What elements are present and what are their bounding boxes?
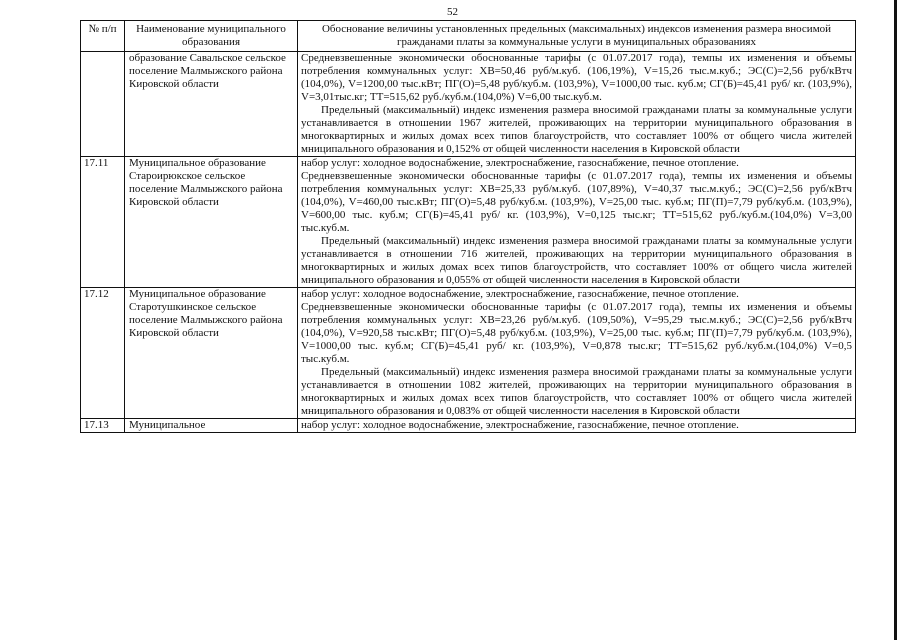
services-text: набор услуг: холодное водоснабжение, электроснабжение, газоснабжение, печное отопление. (301, 419, 739, 431)
basis-cell (298, 419, 856, 433)
municipality-name: Муниципальное (125, 419, 298, 433)
header-num: № п/п (81, 21, 125, 52)
tariffs-text: Средневзвешенные экономически обоснованные тарифы (с 01.07.2017 года), темпы их изменения и объемы потребления коммунальных услуг: ХВ=25,33 руб/м.куб. (107,89%), V=40,37 тыс.м.куб.; ЭС(С)=2,56 руб/кВтч (104,0%), V=460,00 тыс.кВт; ПГ(О)=5,48 руб/куб.м. (103,9%), V=25,00 тыс. куб.м; ПГ(П)=7,79 руб/куб.м. (103,9%), V=600,00 тыс. куб.м; СГ(Б)=45,41 руб/ кг. (103,9%), V=0,125 тыс.кг; ТТ=515,62 руб./куб.м.(104,0%) V=3,00 тыс.куб.м. (301, 170, 852, 234)
tariff-table (80, 20, 856, 433)
table-row (81, 157, 856, 288)
row-number: 17.13 (81, 419, 125, 433)
basis-cell (298, 288, 856, 419)
header-basis: Обоснование величины установленных предельных (максимальных) индексов изменения размера вносимой гражданами платы за коммунальные услуги в муниципальных образованиях (298, 21, 856, 52)
services-text: набор услуг: холодное водоснабжение, электроснабжение, газоснабжение, печное отопление. (301, 157, 739, 169)
services-text: набор услуг: холодное водоснабжение, электроснабжение, газоснабжение, печное отопление. (301, 288, 739, 300)
page-number: 52 (447, 6, 458, 18)
header-name: Наименование муниципального образования (125, 21, 298, 52)
table-header-row (81, 21, 856, 52)
row-number (81, 52, 125, 157)
municipality-name: Муниципальное образование Старотушкинское сельское поселение Малмыжского района Кировской области (125, 288, 298, 419)
row-number: 17.11 (81, 157, 125, 288)
index-text: Предельный (максимальный) индекс изменения размера вносимой гражданами платы за коммунальные услуги устанавливается в отношении 716 жителей, проживающих на территории муниципального образования в многоквартирных и жилых домах всех типов благоустройств, что составляет 100% от общего числа жителей мниципального образования и 0,055% от общей численности населения в Кировской области (301, 235, 852, 286)
table-row (81, 419, 856, 433)
municipality-name: Муниципальное образование Староирюкское сельское поселение Малмыжского района Кировской области (125, 157, 298, 288)
index-text: Предельный (максимальный) индекс изменения размера вносимой гражданами платы за коммунальные услуги устанавливается в отношении 1082 жителей, проживающих на территории муниципального образования в многоквартирных и жилых домах всех типов благоустройств, что составляет 100% от общего числа жителей мниципального образования и 0,083% от общей численности населения в Кировской области (301, 366, 852, 417)
tariffs-text: Средневзвешенные экономически обоснованные тарифы (с 01.07.2017 года), темпы их изменения и объемы потребления коммунальных услуг: ХВ=23,26 руб/м.куб. (109,50%), V=95,29 тыс.м.куб.; ЭС(С)=2,56 руб/кВтч (104,0%), V=920,58 тыс.кВт; ПГ(О)=5,48 руб/куб.м. (103,9%), V=25,00 тыс. куб.м; ПГ(П)=7,79 руб/куб.м. (103,9%), V=1000,00 тыс. куб.м; СГ(Б)=45,41 руб/ кг. (103,9%), V=0,878 тыс.кг; ТТ=515,62 руб./куб.м.(104,0%) V=0,5 тыс.куб.м. (301, 301, 852, 365)
municipality-name: образование Савальское сельское поселение Малмыжского района Кировской области (125, 52, 298, 157)
scan-edge-bar (894, 0, 897, 640)
basis-cell (298, 157, 856, 288)
index-text: Предельный (максимальный) индекс изменения размера вносимой гражданами платы за коммунальные услуги устанавливается в отношении 1967 жителей, проживающих на территории муниципального образования в многоквартирных и жилых домах всех типов благоустройств, что составляет 100% от общего числа жителей мниципального образования и 0,152% от общей численности населения в Кировской области (301, 104, 852, 155)
tariffs-text: Средневзвешенные экономически обоснованные тарифы (с 01.07.2017 года), темпы их изменения и объемы потребления коммунальных услуг: ХВ=50,46 руб/м.куб. (106,19%), V=15,26 тыс.м.куб.; ЭС(С)=2,56 руб/кВтч (104,0%), V=1200,00 тыс.кВт; ПГ(О)=5,48 руб/куб.м. (103,9%), V=1000,00 тыс. куб.м; СГ(Б)=45,41 руб/ кг. (103,9%), V=3,01тыс.кг; ТТ=515,62 руб./куб.м.(104,0%) V=6,00 тыс.куб.м. (301, 52, 852, 103)
table-row (81, 288, 856, 419)
basis-cell (298, 52, 856, 157)
table-row (81, 52, 856, 157)
row-number: 17.12 (81, 288, 125, 419)
